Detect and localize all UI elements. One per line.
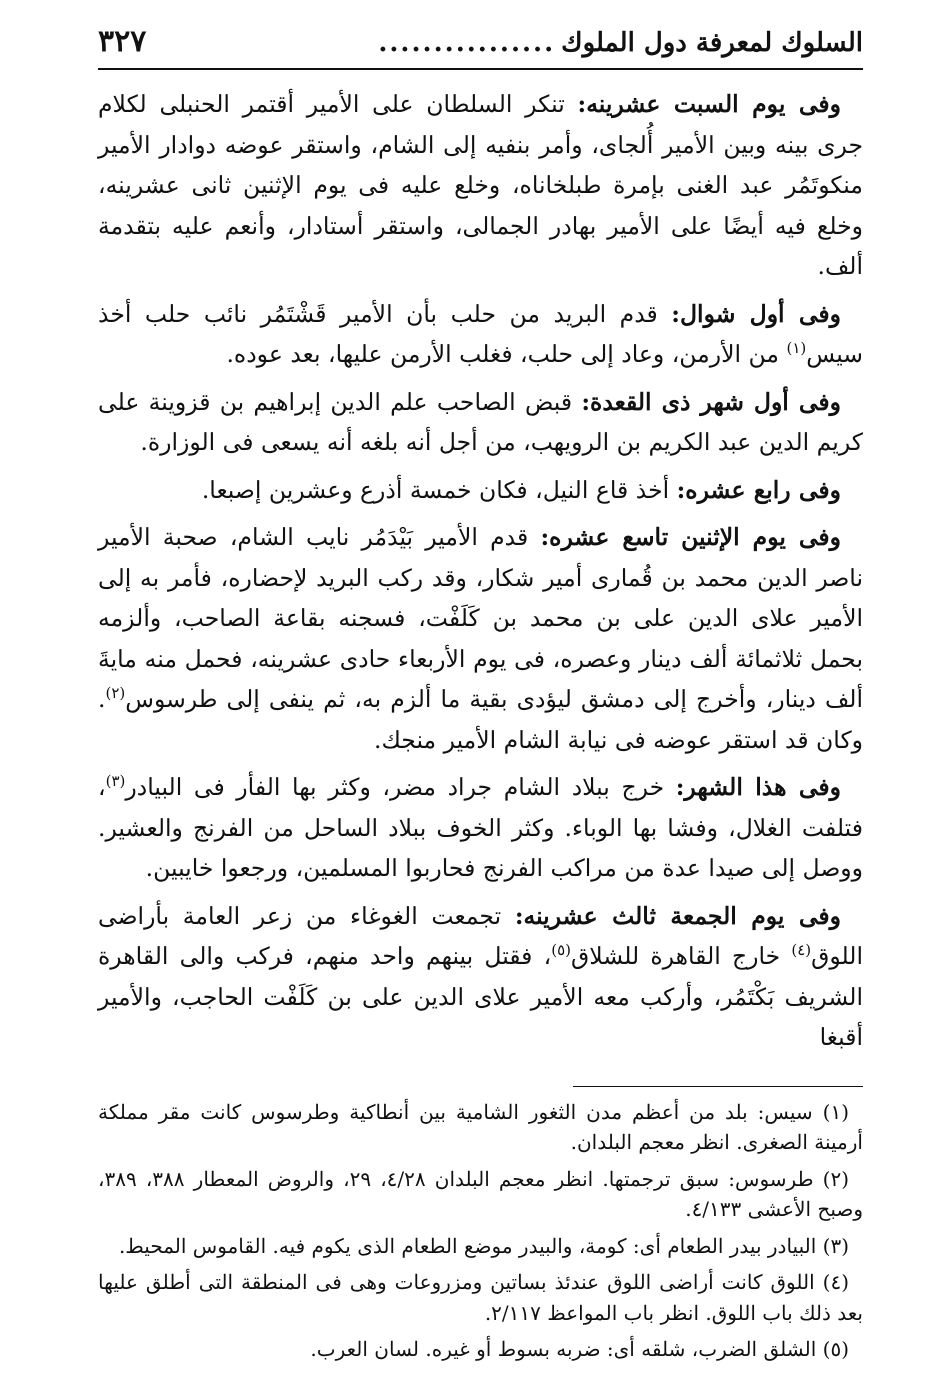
footnote-number: (٤) <box>822 1270 849 1294</box>
paragraph-lead: وفى يوم الإثنين تاسع عشره: <box>540 523 841 551</box>
paragraph-text: تنكر السلطان على الأمير أقتمر الحنبلى لكلام جرى بينه وبين الأمير أُلجاى، وأمر بنفيه إلى الشام، واستقر عوضه دوادار الأمير منكوتَمُر عبد الغنى بإمرة طبلخاناه، وخلع عليه فى يوم الإثنين ثانى عشرينه، وخلع فيه أيضًا على الأمير بهادر الجمالى، واستقر أستادار، وأنعم عليه بتقدمة ألف. <box>98 90 863 280</box>
leader-dots: ................ <box>378 28 556 58</box>
paragraph-text: خارج القاهرة للشلاق <box>570 942 792 970</box>
paragraph-lead: وفى يوم الجمعة ثالث عشرينه: <box>514 901 841 930</box>
paragraph-lead: وفى يوم السبت عشرينه: <box>577 90 842 118</box>
paragraph-text: ، فقتل بينهم واحد منهم، فركب والى القاهرة الشريف بَكْتَمُر، وأركب معه الأمير علاى الدين على بن كَلَفْت الحاجب، والأمير أقبغا <box>98 942 863 1051</box>
paragraph-text: . وكان قد استقر عوضه فى نيابة الشام الأمير منجك. <box>98 685 863 754</box>
footnote-number: (٥) <box>822 1337 849 1361</box>
running-title: السلوك لمعرفة دول الملوك <box>561 28 863 58</box>
paragraph-text: قدم الأمير بَيْدَمُر نايب الشام، صحبة الأمير ناصر الدين محمد بن قُمارى أمير شكار، وقد ركب البريد لإحضاره، فأمر به إلى الأمير علاى الدين على بن محمد بن كَلَفْت، فسجنه بقاعة الصاحب، وألزمه بحمل ثلاثمائة ألف دينار وعصره، فى يوم الأربعاء حادى عشرينه، فحمل منه مايةَ ألف دينار، وأخرج إلى دمشق ليؤدى بقية ما ألزم به، ثم ينفى إلى طرسوس <box>98 523 863 713</box>
footnote-number: (٢) <box>822 1166 850 1191</box>
paragraph <box>98 294 863 375</box>
paragraph <box>98 382 863 463</box>
paragraph-lead: وفى رابع عشره: <box>676 475 841 504</box>
main-text <box>98 84 863 1058</box>
footnote-text: البيادر بيدر الطعام أى: كومة، والبيدر موضع الطعام الذى يكوم فيه. القاموس المحيط. <box>118 1233 823 1258</box>
footnote-text: سيس: بلد من أعظم مدن الثغور الشامية بين أنطاكية وطرسوس كانت مقر مملكة أرمينة الصغرى. انظر معجم البلدان. <box>98 1099 863 1154</box>
paragraph <box>98 517 863 760</box>
paragraph <box>98 470 863 511</box>
running-header <box>98 24 863 64</box>
paragraph-lead: وفى هذا الشهر: <box>675 773 841 801</box>
footnote <box>98 1097 863 1158</box>
paragraph-text: قبض الصاحب علم الدين إبراهيم بن قزوينة على كريم الدين عبد الكريم بن الرويهب، من أجل أنه بلغه أنه يسعى فى الوزارة. <box>98 387 863 456</box>
footnote <box>98 1334 863 1365</box>
footnote-text: طرسوس: سبق ترجمتها. انظر معجم البلدان ٤/٢٨، ٢٩، والروض المعطار ٣٨٨، ٣٨٩، وصبح الأعشى ٤/١٣٣. <box>98 1166 863 1221</box>
footnote-ref: (٥) <box>551 941 571 960</box>
footnote-text: الشلق الضرب، شلقه أى: ضربه بسوط أو غيره. لسان العرب. <box>310 1337 823 1361</box>
paragraph-lead: وفى أول شوال: <box>671 299 841 328</box>
paragraph-text: أخذ قاع النيل، فكان خمسة أذرع وعشرين إصبعا. <box>201 475 677 504</box>
footnote-number: (١) <box>822 1099 849 1124</box>
paragraph <box>98 84 863 287</box>
footnote-ref: (٢) <box>105 684 126 703</box>
footnote-text: اللوق كانت أراضى اللوق عندئذ بساتين ومزروعات وهى فى المنطقة التى أطلق عليها بعد ذلك باب اللوق. انظر باب المواعظ ٢/١١٧. <box>98 1270 863 1325</box>
paragraph <box>98 767 863 889</box>
footnote <box>98 1164 863 1225</box>
footnote-ref: (٣) <box>105 772 126 791</box>
page-number: ٣٢٧ <box>98 24 147 59</box>
paragraph-lead: وفى أول شهر ذى القعدة: <box>581 387 841 416</box>
footnote-ref: (٤) <box>791 941 812 960</box>
footnote-separator <box>573 1086 863 1087</box>
paragraph-text: من الأرمن، وعاد إلى حلب، فغلب الأرمن عليها، بعد عوده. <box>226 340 787 368</box>
paragraph-text: ، فتلفت الغلال، وفشا بها الوباء. وكثر الخوف ببلاد الساحل من الفرنج والعشير. ووصل إلى صيدا عدة من مراكب الفرنج فحاربوا المسلمين، ورجعوا خايبين. <box>98 773 863 882</box>
footnotes <box>98 1097 863 1365</box>
footnote-ref: (١) <box>786 339 807 358</box>
footnote <box>98 1231 863 1262</box>
paragraph-text: تجمعت الغوغاء من زعر العامة بأراضى اللوق <box>98 901 863 970</box>
footnote <box>98 1267 863 1328</box>
paragraph <box>98 896 863 1058</box>
header-rule <box>98 68 863 70</box>
footnote-number: (٣) <box>822 1233 849 1258</box>
paragraph-text: خرج ببلاد الشام جراد مضر، وكثر بها الفأر فى البيادر <box>125 773 676 801</box>
paragraph-text: قدم البريد من حلب بأن الأمير قَشْتَمُر نائب حلب أخذ سيس <box>98 299 863 368</box>
